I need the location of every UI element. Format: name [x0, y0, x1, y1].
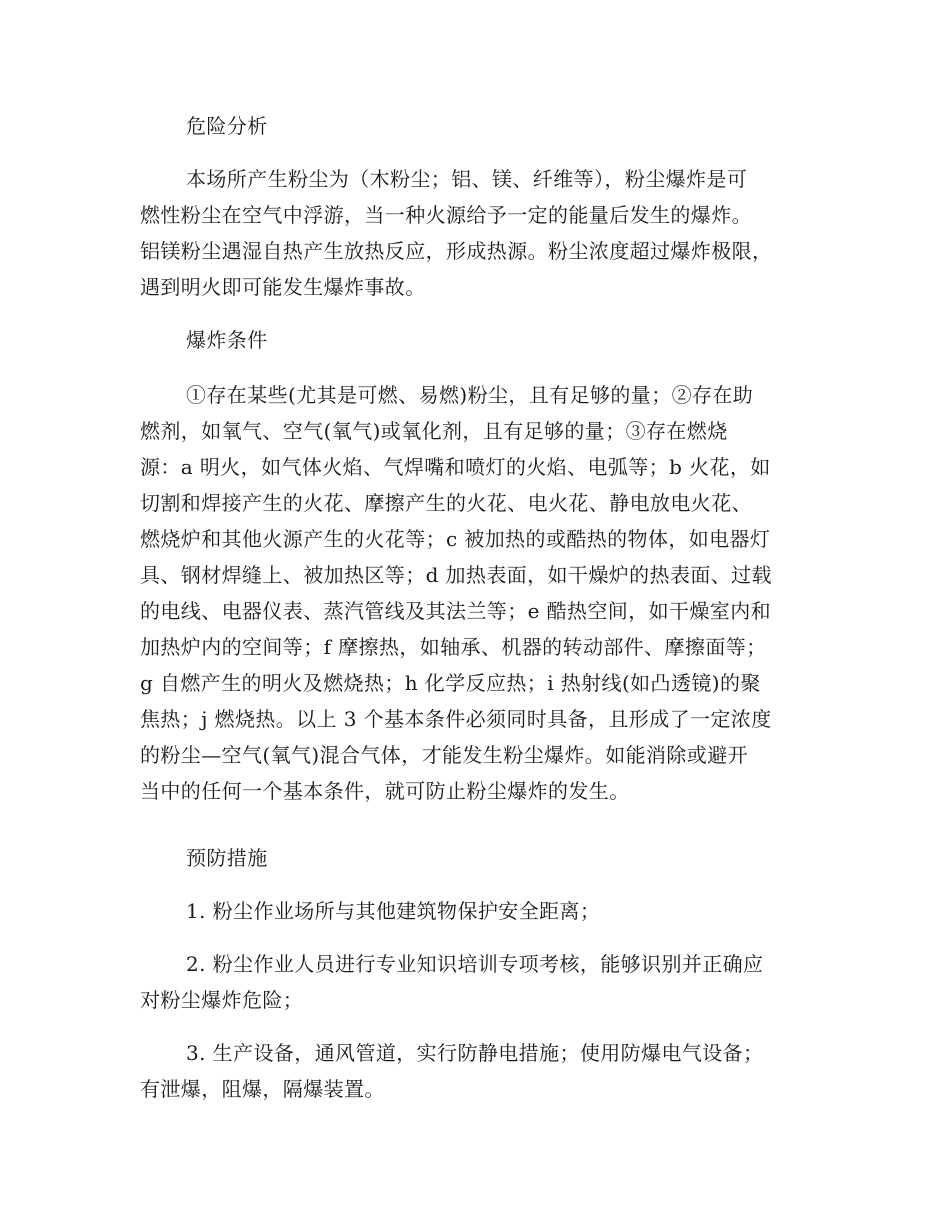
paragraph-line: 具、钢材焊缝上、被加热区等；d 加热表面，如干燥炉的热表面、过载 [140, 563, 772, 587]
paragraph-line: 对粉尘爆炸危险； [140, 988, 304, 1012]
paragraph-line: 燃剂，如氧气、空气(氧气)或氧化剂，且有足够的量；③存在燃烧 [140, 419, 728, 443]
paragraph-line: g 自燃产生的明火及燃烧热；h 化学反应热；i 热射线(如凸透镜)的聚 [140, 671, 761, 695]
paragraph-line: 源：a 明火，如气体火焰、气焊嘴和喷灯的火焰、电弧等；b 火花，如 [140, 455, 771, 479]
paragraph-line: 有泄爆，阻爆，隔爆装置。 [140, 1077, 385, 1101]
paragraph-line: 1. 粉尘作业场所与其他建筑物保护安全距离； [186, 899, 601, 923]
paragraph-line: 焦热；j 燃烧热。以上 3 个基本条件必须同时具备，且形成了一定浓度 [140, 707, 772, 731]
section-heading-explosion-conditions: 爆炸条件 [186, 328, 268, 352]
paragraph-line: 切割和焊接产生的火花、摩擦产生的火花、电火花、静电放电火花、 [140, 491, 752, 515]
paragraph-line: 当中的任何一个基本条件，就可防止粉尘爆炸的发生。 [140, 779, 630, 803]
paragraph-line: 加热炉内的空间等；f 摩擦热，如轴承、机器的转动部件、摩擦面等； [140, 635, 767, 659]
paragraph-line: 燃烧炉和其他火源产生的火花等；c 被加热的或酷热的物体，如电器灯 [140, 527, 771, 551]
paragraph-line: 铝镁粉尘遇湿自热产生放热反应，形成热源。粉尘浓度超过爆炸极限， [140, 239, 773, 263]
paragraph-line: 3. 生产设备，通风管道，实行防静电措施；使用防爆电气设备； [186, 1041, 764, 1065]
paragraph-line: 2. 粉尘作业人员进行专业知识培训专项考核，能够识别并正确应 [186, 952, 764, 976]
paragraph-line: ①存在某些(尤其是可燃、易燃)粉尘，且有足够的量；②存在助 [186, 383, 754, 407]
paragraph-line: 燃性粉尘在空气中浮游，当一种火源给予一定的能量后发生的爆炸。 [140, 203, 752, 227]
paragraph-line: 遇到明火即可能发生爆炸事故。 [140, 275, 426, 299]
section-heading-hazard-analysis: 危险分析 [186, 114, 268, 138]
paragraph-line: 本场所产生粉尘为（木粉尘；铝、镁、纤维等），粉尘爆炸是可 [186, 167, 748, 191]
paragraph-line: 的粉尘—空气(氧气)混合气体，才能发生粉尘爆炸。如能消除或避开 [140, 743, 749, 767]
section-heading-prevention-measures: 预防措施 [186, 846, 268, 870]
paragraph-line: 的电线、电器仪表、蒸汽管线及其法兰等；e 酷热空间，如干燥室内和 [140, 599, 771, 623]
